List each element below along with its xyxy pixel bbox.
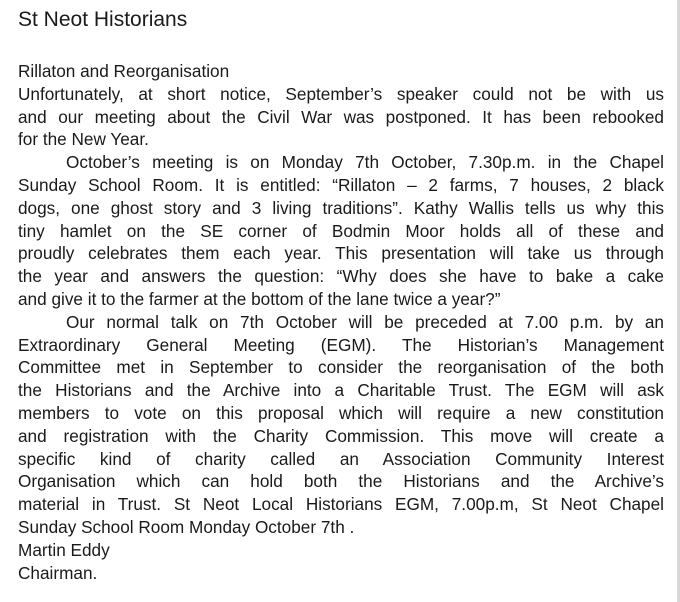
text-line: material in Trust. St Neot Local Historians EGM, 7.00p.m, St Neot Chapel <box>18 494 664 515</box>
text-line: and our meeting about the Civil War was postponed. It has been rebooked <box>18 106 664 127</box>
text-line: October’s meeting is on Monday 7th October, 7.30p.m. in the Chapel <box>66 152 664 173</box>
article-heading: Rillaton and Reorganisation <box>18 61 230 81</box>
text-line: members to vote on this proposal which will require a new constitution <box>18 402 664 423</box>
text-line: the year and answers the question: “Why does she have to bake a cake <box>18 266 664 287</box>
text-line: the Historians and the Archive into a Charitable Trust. The EGM will ask <box>18 380 664 401</box>
signature-role: Chairman. <box>18 562 98 583</box>
text-line: Sunday School Room Monday October 7th . <box>18 516 355 537</box>
signature-name: Martin Eddy <box>18 539 110 560</box>
text-line: for the New Year. <box>18 129 149 150</box>
text-line: proudly celebrates them each year. This presentation will take us through <box>18 243 664 264</box>
text-line: Our normal talk on 7th October will be preceded at 7.00 p.m. by an <box>66 311 664 332</box>
text-line: specific kind of charity called an Association Community Interest <box>18 448 664 469</box>
page-title: St Neot Historians <box>18 8 188 31</box>
text-line: Organisation which can hold both the Historians and the Archive’s <box>18 471 664 492</box>
text-line: dogs, one ghost story and 3 living traditions”. Kathy Wallis tells us why this <box>18 197 664 218</box>
paragraph-1 <box>18 83 664 151</box>
text-line: Committee met in September to consider the reorganisation of the both <box>18 357 664 378</box>
text-line: tiny hamlet on the SE corner of Bodmin Moor holds all of these and <box>18 220 664 241</box>
text-line: and registration with the Charity Commission. This move will create a <box>18 425 664 446</box>
text-line: Unfortunately, at short notice, September’s speaker could not be with us <box>18 83 664 104</box>
paragraph-3 <box>18 311 664 539</box>
text-line: Extraordinary General Meeting (EGM). The Historian’s Management <box>18 334 664 355</box>
paragraph-2 <box>18 151 664 311</box>
text-line: Sunday School Room. It is entitled: “Rillaton – 2 farms, 7 houses, 2 black <box>18 174 664 195</box>
article-body <box>18 60 664 584</box>
text-line: and give it to the farmer at the bottom of the lane twice a year?” <box>18 288 501 309</box>
